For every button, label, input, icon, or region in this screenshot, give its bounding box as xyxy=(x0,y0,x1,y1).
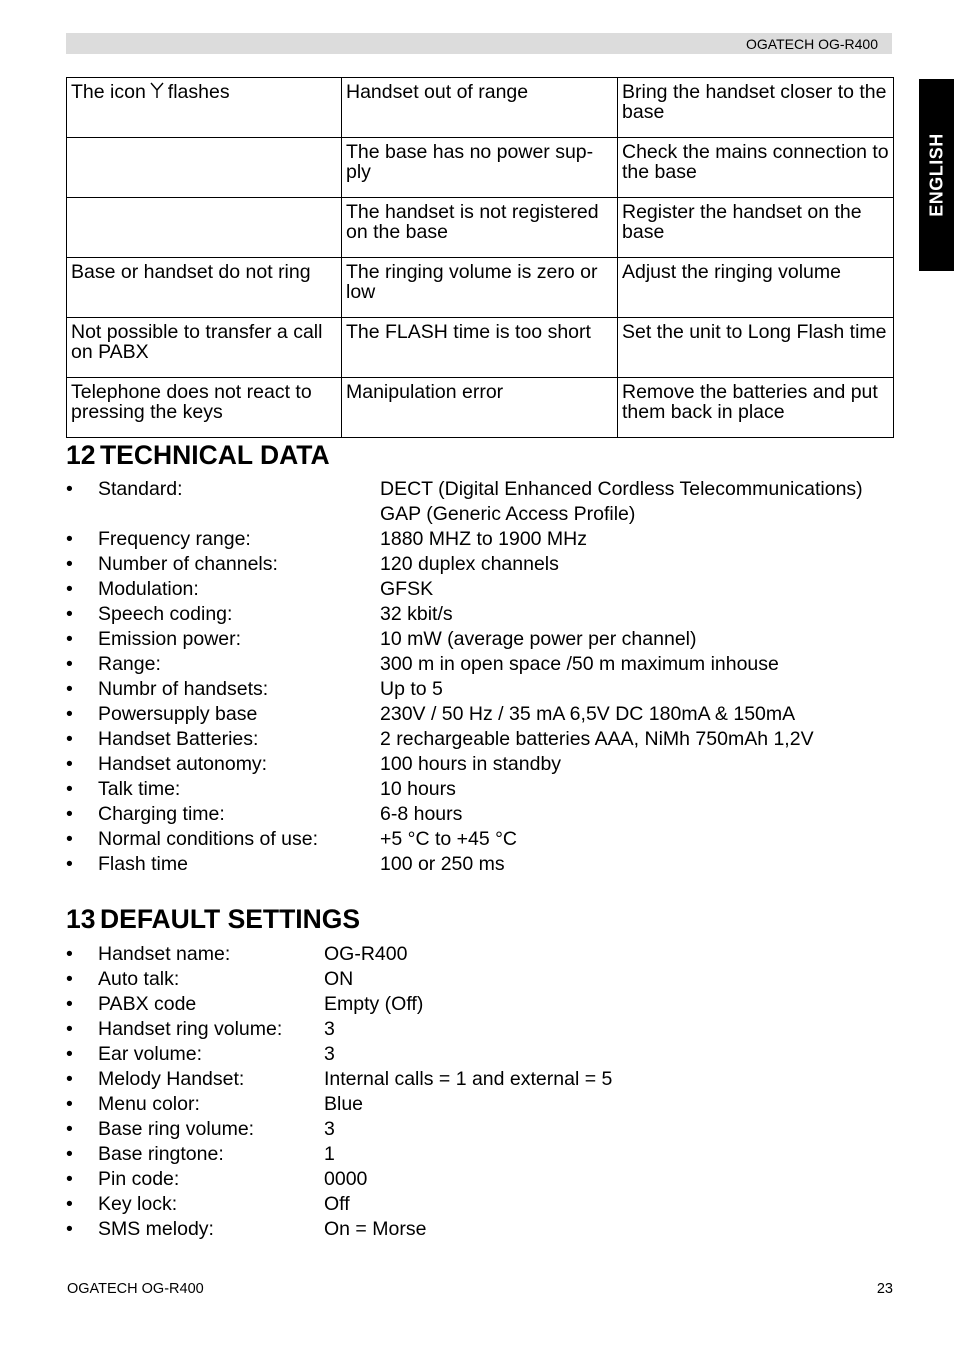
bullet-marker: • xyxy=(66,1068,73,1090)
cause-cell: Handset out of range xyxy=(342,78,618,138)
item-label: Frequency range: xyxy=(98,528,251,550)
item-value: 2 rechargeable batteries AAA, NiMh 750mAh 1,2V xyxy=(380,728,814,750)
item-label: Powersupply base xyxy=(98,703,258,725)
item-label: Base ringtone: xyxy=(98,1143,224,1165)
item-label: Charging time: xyxy=(98,803,225,825)
table-row xyxy=(67,198,894,258)
item-value: 300 m in open space /50 m maximum inhouse xyxy=(380,653,779,675)
item-label: SMS melody: xyxy=(98,1218,214,1240)
bullet-marker: • xyxy=(66,1218,73,1240)
problem-cell xyxy=(67,198,342,258)
bullet-marker: • xyxy=(66,968,73,990)
item-value: Empty (Off) xyxy=(324,993,424,1015)
item-value: OG-R400 xyxy=(324,943,408,965)
item-label: Key lock: xyxy=(98,1193,178,1215)
cause-cell: The base has no power sup-ply xyxy=(342,138,618,198)
bullet-marker: • xyxy=(66,703,73,725)
table-row xyxy=(67,318,894,378)
bullet-marker: • xyxy=(66,1043,73,1065)
item-value: 6-8 hours xyxy=(380,803,463,825)
header-title: OGATECH OG-R400 xyxy=(746,36,878,52)
item-value: ON xyxy=(324,968,354,990)
item-label: Emission power: xyxy=(98,628,242,650)
item-label: Handset ring volume: xyxy=(98,1018,283,1040)
item-value: DECT (Digital Enhanced Cordless Telecommunications) xyxy=(380,478,863,500)
bullet-marker: • xyxy=(66,1193,73,1215)
bullet-marker: • xyxy=(66,1093,73,1115)
item-value: 3 xyxy=(324,1118,335,1140)
solution-cell: Check the mains connection to the base xyxy=(618,138,894,198)
cause-cell: Manipulation error xyxy=(342,378,618,438)
bullet-marker: • xyxy=(66,528,73,550)
table-row xyxy=(67,258,894,318)
bullet-marker: • xyxy=(66,578,73,600)
item-value: 100 or 250 ms xyxy=(380,853,505,875)
cause-cell: The handset is not registered on the base xyxy=(342,198,618,258)
page-header xyxy=(66,33,892,54)
table-row xyxy=(67,378,894,438)
item-label: Number of channels: xyxy=(98,553,278,575)
page-number: 23 xyxy=(876,1281,893,1297)
solution-cell: Bring the handset closer to the base xyxy=(618,78,894,138)
item-label: Range: xyxy=(98,653,161,675)
bullet-marker: • xyxy=(66,1118,73,1140)
item-label: Ear volume: xyxy=(98,1043,203,1065)
bullet-marker: • xyxy=(66,1143,73,1165)
item-value: 3 xyxy=(324,1043,335,1065)
table-row xyxy=(67,138,894,198)
bullet-marker: • xyxy=(66,828,73,850)
item-label: Talk time: xyxy=(98,778,181,800)
item-value-continuation: GAP (Generic Access Profile) xyxy=(380,503,636,525)
item-label: Menu color: xyxy=(98,1093,200,1115)
solution-cell: Remove the batteries and put them back in place xyxy=(618,378,894,438)
solution-cell: Register the handset on the base xyxy=(618,198,894,258)
item-label: Numbr of handsets: xyxy=(98,678,269,700)
technical-data-heading xyxy=(66,440,330,470)
item-value: 3 xyxy=(324,1018,335,1040)
item-value: 1 xyxy=(324,1143,335,1165)
item-label: Auto talk: xyxy=(98,968,180,990)
bullet-marker: • xyxy=(66,628,73,650)
item-label: Speech coding: xyxy=(98,603,233,625)
bullet-marker: • xyxy=(66,478,73,500)
item-value: Up to 5 xyxy=(380,678,443,700)
bullet-marker: • xyxy=(66,803,73,825)
item-label: Handset name: xyxy=(98,943,231,965)
item-label: Flash time xyxy=(98,853,188,875)
bullet-marker: • xyxy=(66,778,73,800)
item-value: Blue xyxy=(324,1093,364,1115)
bullet-marker: • xyxy=(66,993,73,1015)
section-number: 13 xyxy=(66,904,96,934)
table-row xyxy=(67,78,894,138)
cause-cell: The FLASH time is too short xyxy=(342,318,618,378)
section-title: TECHNICAL DATA xyxy=(100,440,330,470)
language-tab-label: ENGLISH xyxy=(926,133,946,217)
item-label: Melody Handset: xyxy=(98,1068,245,1090)
section-number: 12 xyxy=(66,440,96,470)
item-value: Off xyxy=(324,1193,350,1215)
item-label: Standard: xyxy=(98,478,183,500)
bullet-marker: • xyxy=(66,753,73,775)
cause-cell: The ringing volume is zero or low xyxy=(342,258,618,318)
item-value: Internal calls = 1 and external = 5 xyxy=(324,1068,613,1090)
item-label: PABX code xyxy=(98,993,197,1015)
item-label: Base ring volume: xyxy=(98,1118,255,1140)
language-tab xyxy=(919,79,954,271)
problem-cell xyxy=(67,138,342,198)
item-value: 100 hours in standby xyxy=(380,753,562,775)
antenna-icon xyxy=(150,82,164,103)
problem-cell: Not possible to transfer a call on PABX xyxy=(67,318,342,378)
item-label: Handset Batteries: xyxy=(98,728,259,750)
bullet-marker: • xyxy=(66,728,73,750)
item-label: Handset autonomy: xyxy=(98,753,268,775)
item-value: 120 duplex channels xyxy=(380,553,559,575)
bullet-marker: • xyxy=(66,678,73,700)
item-value: 32 kbit/s xyxy=(380,603,453,625)
item-value: 0000 xyxy=(324,1168,368,1190)
item-value: 1880 MHZ to 1900 MHz xyxy=(380,528,588,550)
item-value: GFSK xyxy=(380,578,434,600)
problem-text: flashes xyxy=(167,81,230,103)
problem-cell xyxy=(67,78,342,138)
section-title: DEFAULT SETTINGS xyxy=(100,904,361,934)
solution-cell: Adjust the ringing volume xyxy=(618,258,894,318)
item-value: On = Morse xyxy=(324,1218,427,1240)
bullet-marker: • xyxy=(66,853,73,875)
problem-text: The icon xyxy=(71,81,146,103)
bullet-marker: • xyxy=(66,553,73,575)
item-value: 230V / 50 Hz / 35 mA 6,5V DC 180mA & 150mA xyxy=(380,703,796,725)
footer-title: OGATECH OG-R400 xyxy=(67,1281,204,1297)
troubleshooting-table xyxy=(66,77,894,438)
default-settings-heading xyxy=(66,904,360,934)
item-value: 10 mW (average power per channel) xyxy=(380,628,697,650)
item-label: Normal conditions of use: xyxy=(98,828,319,850)
problem-cell: Base or handset do not ring xyxy=(67,258,342,318)
bullet-marker: • xyxy=(66,653,73,675)
problem-cell: Telephone does not react to pressing the keys xyxy=(67,378,342,438)
solution-cell: Set the unit to Long Flash time xyxy=(618,318,894,378)
bullet-marker: • xyxy=(66,1168,73,1190)
item-value: 10 hours xyxy=(380,778,456,800)
item-label: Pin code: xyxy=(98,1168,180,1190)
item-label: Modulation: xyxy=(98,578,199,600)
bullet-marker: • xyxy=(66,943,73,965)
bullet-marker: • xyxy=(66,1018,73,1040)
bullet-marker: • xyxy=(66,603,73,625)
item-value: +5 °C to +45 °C xyxy=(380,828,518,850)
